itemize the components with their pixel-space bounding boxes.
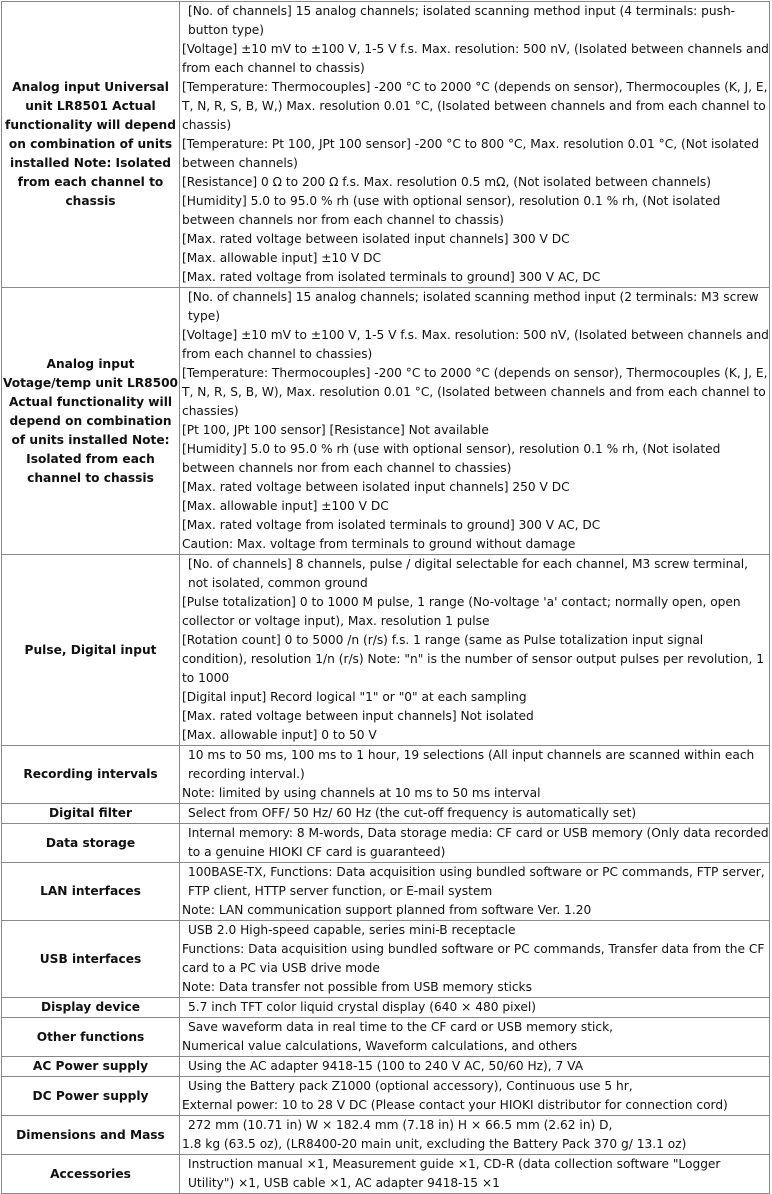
spec-value-line: External power: 10 to 28 V DC (Please contact your HIOKI distributor for connection cord) (182, 1098, 728, 1112)
spec-value-line: [Temperature: Thermocouples] -200 °C to 2000 °C (depends on sensor), Thermocouples (K, J, E, T, N, R, S, B, W), Max. resolution 0.01 °C, (Isolated between channels and from each channel to chassies) (182, 366, 768, 418)
spec-value-line: [Voltage] ±10 mV to ±100 V, 1-5 V f.s. Max. resolution: 500 nV, (Isolated between channels and from each channel to chassies) (182, 328, 769, 361)
spec-label: Analog input Universal unit LR8501 Actual functionality will depend on combination of units installed Note: Isolated from each channel to chassis (2, 2, 180, 288)
spec-value-line: [No. of channels] 15 analog channels; isolated scanning method input (2 terminals: M3 screw type) (188, 290, 759, 323)
spec-value-line: [Voltage] ±10 mV to ±100 V, 1-5 V f.s. Max. resolution: 500 nV, (Isolated between channels and from each channel to chassis) (182, 42, 769, 75)
spec-value-line: [Pt 100, JPt 100 sensor] [Resistance] Not available (182, 423, 489, 437)
spec-value-line: Note: limited by using channels at 10 ms to 50 ms interval (182, 786, 541, 800)
spec-value (180, 824, 770, 863)
spec-value-line: Functions: Data acquisition using bundled software or PC commands, Transfer data from the CF card to a PC via USB drive mode (182, 942, 765, 975)
spec-value-line: [Max. allowable input] ±100 V DC (182, 499, 389, 513)
spec-row (2, 1155, 770, 1194)
spec-row (2, 1057, 770, 1077)
spec-value-line: [Pulse totalization] 0 to 1000 M pulse, 1 range (No-voltage 'a' contact; normally open, open collector or voltage input), Max. resolution 1 pulse (182, 595, 741, 628)
spec-value-line: [Humidity] 5.0 to 95.0 % rh (use with optional sensor), resolution 0.1 % rh, (Not isolated between channels nor from each channel to chassies) (182, 442, 721, 475)
spec-value-line: Using the Battery pack Z1000 (optional accessory), Continuous use 5 hr, (188, 1079, 633, 1093)
spec-row (2, 1077, 770, 1116)
spec-row (2, 1018, 770, 1057)
spec-label: Pulse, Digital input (2, 555, 180, 746)
spec-label: LAN interfaces (2, 863, 180, 921)
spec-label: Accessories (2, 1155, 180, 1194)
spec-value (180, 1155, 770, 1194)
spec-value (180, 863, 770, 921)
spec-value-line: [Max. rated voltage from isolated terminals to ground] 300 V AC, DC (182, 518, 601, 532)
spec-label: Other functions (2, 1018, 180, 1057)
spec-label: Dimensions and Mass (2, 1116, 180, 1155)
spec-label: Analog input Votage/temp unit LR8500 Actual functionality will depend on combination of units installed Note: Isolated from each channel to chassis (2, 288, 180, 555)
spec-row (2, 863, 770, 921)
spec-value-line: [Temperature: Pt 100, JPt 100 sensor] -200 °C to 800 °C, Max. resolution 0.01 °C, (Not isolated between channels) (182, 137, 760, 170)
spec-value (180, 998, 770, 1018)
spec-row (2, 921, 770, 998)
spec-label: Digital filter (2, 804, 180, 824)
spec-value-line: [Max. allowable input] 0 to 50 V (182, 728, 377, 742)
spec-row (2, 555, 770, 746)
spec-value-line: Internal memory: 8 M-words, Data storage media: CF card or USB memory (Only data recorded to a genuine HIOKI CF card is guaranteed) (188, 826, 769, 859)
spec-value-line: [No. of channels] 8 channels, pulse / digital selectable for each channel, M3 screw terminal, not isolated, common ground (188, 557, 749, 590)
spec-label: AC Power supply (2, 1057, 180, 1077)
spec-label: USB interfaces (2, 921, 180, 998)
spec-value-line: [Max. rated voltage between isolated input channels] 250 V DC (182, 480, 570, 494)
spec-label: Data storage (2, 824, 180, 863)
spec-row (2, 998, 770, 1018)
spec-value (180, 921, 770, 998)
spec-value-line: [Temperature: Thermocouples] -200 °C to 2000 °C (depends on sensor), Thermocouples (K, J, E, T, N, R, S, B, W,) Max. resolution 0.01 °C, (Isolated between channels and from each channel to chassis) (182, 80, 768, 132)
spec-value-line: Numerical value calculations, Waveform calculations, and others (182, 1039, 578, 1053)
spec-value-line: [Max. rated voltage between input channels] Not isolated (182, 709, 534, 723)
spec-row (2, 2, 770, 288)
spec-value (180, 555, 770, 746)
spec-value (180, 2, 770, 288)
spec-value-line: Select from OFF/ 50 Hz/ 60 Hz (the cut-off frequency is automatically set) (188, 806, 637, 820)
spec-value-line: [Humidity] 5.0 to 95.0 % rh (use with optional sensor), resolution 0.1 % rh, (Not isolated between channels nor from each channel to chassis) (182, 194, 721, 227)
spec-value-line: [No. of channels] 15 analog channels; isolated scanning method input (4 terminals: push-button type) (188, 4, 736, 37)
spec-row (2, 746, 770, 804)
spec-value (180, 1116, 770, 1155)
spec-value-line: 5.7 inch TFT color liquid crystal display (640 × 480 pixel) (188, 1000, 536, 1014)
spec-value-line: 1.8 kg (63.5 oz), (LR8400-20 main unit, excluding the Battery Pack 370 g/ 13.1 oz) (182, 1137, 687, 1151)
spec-value-line: Caution: Max. voltage from terminals to ground without damage (182, 537, 576, 551)
spec-value (180, 1018, 770, 1057)
spec-value-line: [Resistance] 0 Ω to 200 Ω f.s. Max. resolution 0.5 mΩ, (Not isolated between channels) (182, 175, 712, 189)
spec-value (180, 746, 770, 804)
spec-value-line: 272 mm (10.71 in) W × 182.4 mm (7.18 in) H × 66.5 mm (2.62 in) D, (188, 1118, 613, 1132)
spec-value-line: 100BASE-TX, Functions: Data acquisition using bundled software or PC commands, FTP server, FTP client, HTTP server function, or E-mail system (188, 865, 765, 898)
spec-row (2, 804, 770, 824)
spec-value-line: [Rotation count] 0 to 5000 /n (r/s) f.s. 1 range (same as Pulse totalization input signal condition), resolution 1/n (r/s) Note: "n" is the number of sensor output pulses per revolution, 1 to 1000 (182, 633, 764, 685)
spec-label: DC Power supply (2, 1077, 180, 1116)
spec-value-line: [Max. allowable input] ±10 V DC (182, 251, 382, 265)
spec-row (2, 288, 770, 555)
spec-row (2, 1116, 770, 1155)
spec-value-line: [Max. rated voltage between isolated input channels] 300 V DC (182, 232, 570, 246)
spec-value-line: Using the AC adapter 9418-15 (100 to 240 V AC, 50/60 Hz), 7 VA (188, 1059, 584, 1073)
spec-value-line: Note: LAN communication support planned from software Ver. 1.20 (182, 903, 592, 917)
spec-value (180, 1057, 770, 1077)
spec-label: Display device (2, 998, 180, 1018)
spec-value (180, 804, 770, 824)
spec-value-line: Save waveform data in real time to the CF card or USB memory stick, (188, 1020, 614, 1034)
spec-value (180, 288, 770, 555)
spec-label: Recording intervals (2, 746, 180, 804)
spec-value-line: Note: Data transfer not possible from USB memory sticks (182, 980, 532, 994)
spec-value-line: [Digital input] Record logical "1" or "0" at each sampling (182, 690, 527, 704)
spec-table (1, 1, 770, 1194)
spec-value-line: 10 ms to 50 ms, 100 ms to 1 hour, 19 selections (All input channels are scanned within each recording interval.) (188, 748, 755, 781)
spec-row (2, 824, 770, 863)
spec-value-line: [Max. rated voltage from isolated terminals to ground] 300 V AC, DC (182, 270, 601, 284)
spec-value-line: Instruction manual ×1, Measurement guide ×1, CD-R (data collection software "Logger Utility") ×1, USB cable ×1, AC adapter 9418-15 ×1 (188, 1157, 721, 1190)
spec-value-line: USB 2.0 High-speed capable, series mini-B receptacle (188, 923, 516, 937)
spec-table-body (2, 2, 770, 1194)
spec-value (180, 1077, 770, 1116)
